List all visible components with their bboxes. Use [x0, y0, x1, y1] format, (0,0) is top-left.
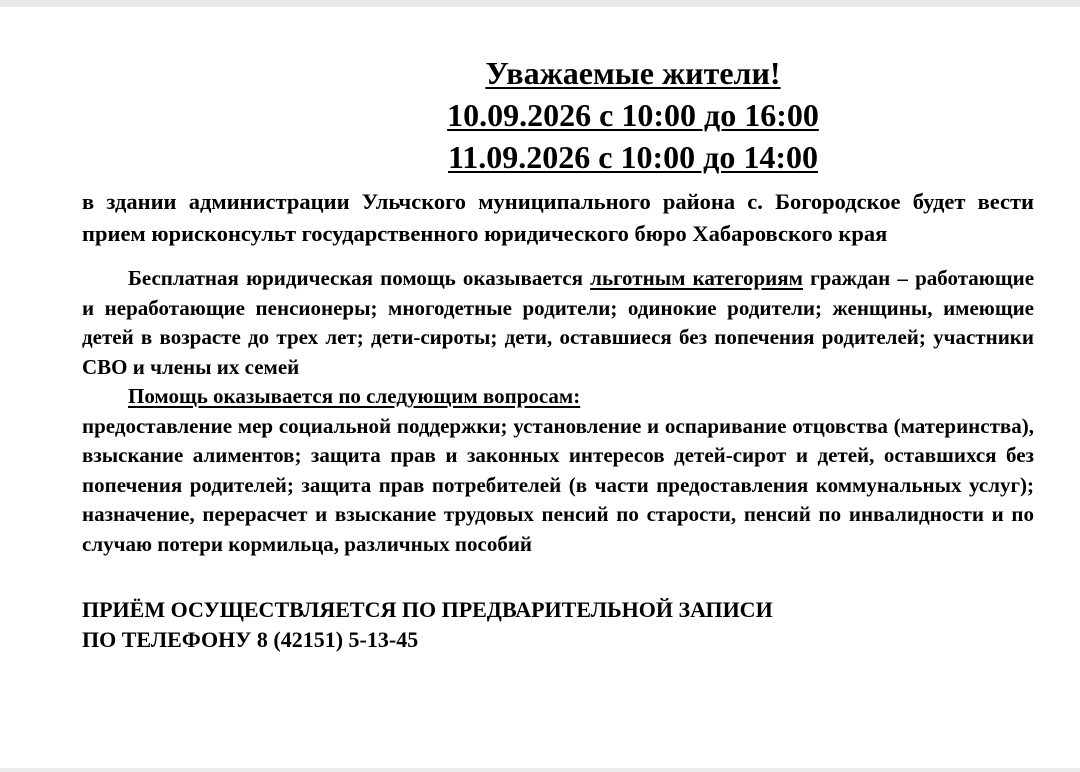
- free-help-categories-text: граждан – работающие и неработающие пенсионеры; многодетные родители; одинокие родители; женщины, имеющие детей в возрасте до трех лет; дети-сироты; дети, оставшиеся без попечения родителей; участники СВО и члены их семей: [82, 266, 1035, 379]
- intro-paragraph: в здании администрации Ульчского муниципального района с. Богородское будет вести прием юрисконсульт государственного юридического бюро Хабаровского края: [82, 189, 1034, 246]
- contact-block: [82, 595, 1034, 655]
- notice-body: [82, 52, 1034, 655]
- topics-heading: Помощь оказывается по следующим вопросам:: [128, 384, 581, 408]
- preferential-categories-label: льготным категориям: [590, 266, 803, 290]
- greeting-title: Уважаемые жители!: [485, 55, 781, 91]
- free-help-lead: Бесплатная юридическая помощь оказывается: [128, 266, 583, 290]
- topics-heading-line: [82, 382, 1034, 412]
- notice-header: [82, 52, 1034, 178]
- topics-paragraph: предоставление мер социальной поддержки; установление и оспаривание отцовства (материнства), взыскание алиментов; защита прав и законных интересов детей-сирот и детей, оставшихся без попечения родителей; защита прав потребителей (в части предоставления коммунальных услуг); назначение, перерасчет и взыскание трудовых пенсий по старости, пенсий по инвалидности и по случаю потери кормильца, различных пособий: [82, 413, 1034, 556]
- date-line-1: 10.09.2026 с 10:00 до 16:00: [447, 97, 819, 133]
- phone-line: ПО ТЕЛЕФОНУ 8 (42151) 5-13-45: [82, 627, 419, 652]
- bottom-edge: [0, 768, 1080, 772]
- appointment-line: ПРИЁМ ОСУЩЕСТВЛЯЕТСЯ ПО ПРЕДВАРИТЕЛЬНОЙ ЗАПИСИ: [82, 597, 773, 622]
- free-help-paragraph: [82, 264, 1034, 382]
- date-line-2: 11.09.2026 с 10:00 до 14:00: [448, 139, 818, 175]
- top-edge: [0, 0, 1080, 7]
